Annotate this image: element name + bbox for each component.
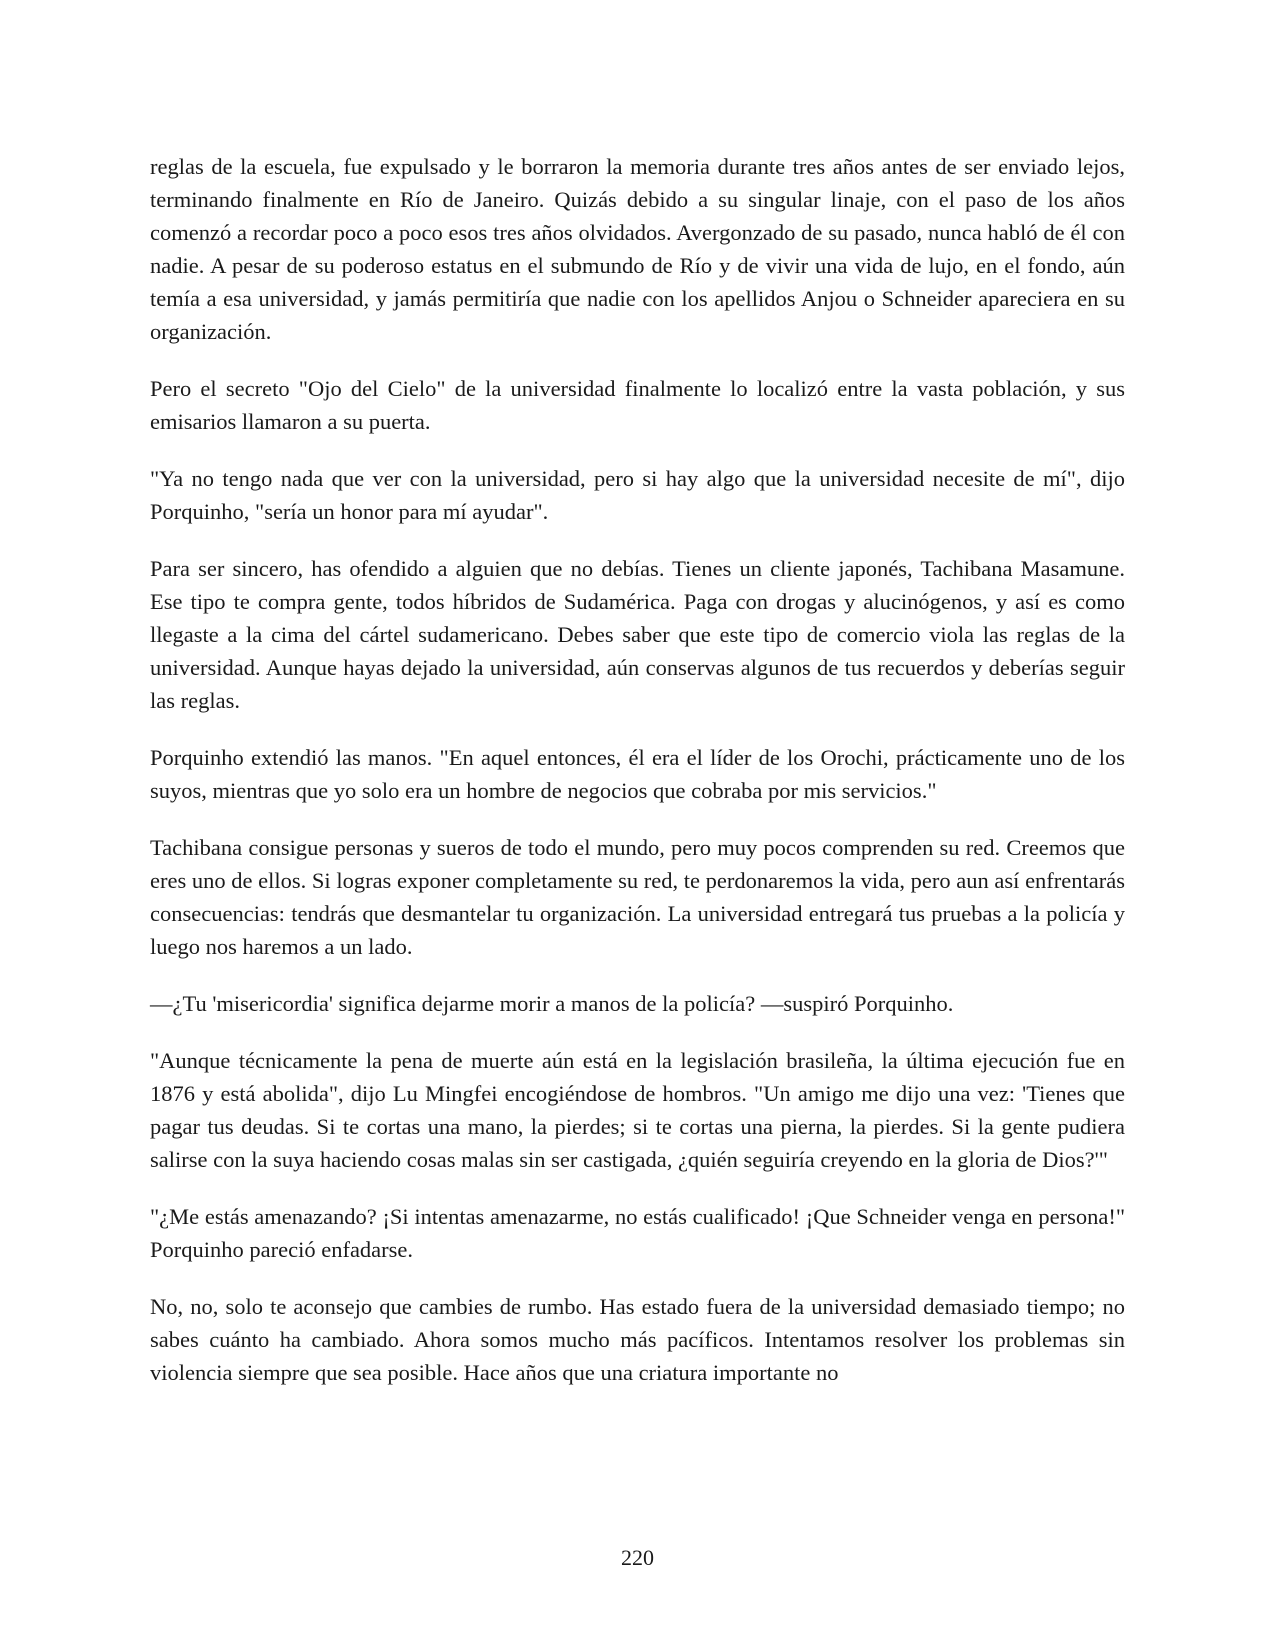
- paragraph: No, no, solo te aconsejo que cambies de rumbo. Has estado fuera de la universidad demasiado tiempo; no sabes cuánto ha cambiado. Ahora somos mucho más pacíficos. Intentamos resolver los problemas sin violencia siempre que sea posible. Hace años que una criatura importante no: [150, 1294, 1125, 1385]
- paragraph: Para ser sincero, has ofendido a alguien que no debías. Tienes un cliente japonés, Tachibana Masamune. Ese tipo te compra gente, todos híbridos de Sudamérica. Paga con drogas y alucinógenos, y así es como llegaste a la cima del cártel sudamericano. Debes saber que este tipo de comercio viola las reglas de la universidad. Aunque hayas dejado la universidad, aún conservas algunos de tus recuerdos y deberías seguir las reglas.: [150, 556, 1125, 713]
- page-body: [150, 150, 1125, 1413]
- paragraph: Tachibana consigue personas y sueros de todo el mundo, pero muy pocos comprenden su red. Creemos que eres uno de ellos. Si logras exponer completamente su red, te perdonaremos la vida, pero aun así enfrentarás consecuencias: tendrás que desmantelar tu organización. La universidad entregará tus pruebas a la policía y luego nos haremos a un lado.: [150, 835, 1125, 959]
- paragraph: —¿Tu 'misericordia' significa dejarme morir a manos de la policía? —suspiró Porquinho.: [150, 991, 954, 1016]
- paragraph: Porquinho extendió las manos. "En aquel entonces, él era el líder de los Orochi, prácticamente uno de los suyos, mientras que yo solo era un hombre de negocios que cobraba por mis servicios.": [150, 745, 1125, 803]
- paragraph: "Aunque técnicamente la pena de muerte aún está en la legislación brasileña, la última ejecución fue en 1876 y está abolida", dijo Lu Mingfei encogiéndose de hombros. "Un amigo me dijo una vez: 'Tienes que pagar tus deudas. Si te cortas una mano, la pierdes; si te cortas una pierna, la pierdes. Si la gente pudiera salirse con la suya haciendo cosas malas sin ser castigada, ¿quién seguiría creyendo en la gloria de Dios?'": [150, 1048, 1125, 1172]
- paragraph: "¿Me estás amenazando? ¡Si intentas amenazarme, no estás cualificado! ¡Que Schneider venga en persona!" Porquinho pareció enfadarse.: [150, 1204, 1125, 1262]
- paragraph: Pero el secreto "Ojo del Cielo" de la universidad finalmente lo localizó entre la vasta población, y sus emisarios llamaron a su puerta.: [150, 376, 1125, 434]
- paragraph: reglas de la escuela, fue expulsado y le borraron la memoria durante tres años antes de ser enviado lejos, terminando finalmente en Río de Janeiro. Quizás debido a su singular linaje, con el paso de los años comenzó a recordar poco a poco esos tres años olvidados. Avergonzado de su pasado, nunca habló de él con nadie. A pesar de su poderoso estatus en el submundo de Río y de vivir una vida de lujo, en el fondo, aún temía a esa universidad, y jamás permitiría que nadie con los apellidos Anjou o Schneider apareciera en su organización.: [150, 154, 1125, 344]
- page-number: 220: [621, 1545, 654, 1570]
- paragraph: "Ya no tengo nada que ver con la universidad, pero si hay algo que la universidad necesite de mí", dijo Porquinho, "sería un honor para mí ayudar".: [150, 466, 1125, 524]
